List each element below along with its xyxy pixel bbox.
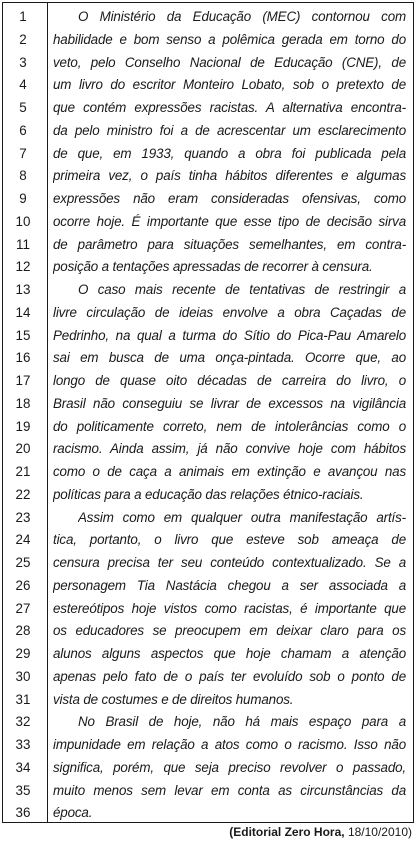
text-line [0,780,418,803]
text-line [0,256,418,279]
line-text: tica, portanto, o livro que esteve sob ameaça de [53,532,406,548]
text-line [0,484,418,507]
line-number: 5 [19,100,27,115]
line-number: 29 [15,646,31,661]
text-line [0,165,418,188]
text-line [0,438,418,461]
text-line [0,598,418,621]
line-text: época. [53,805,93,821]
line-text: vista de costumes e de direitos humanos. [53,691,294,707]
line-text: que contém expressões racistas. A alternativa encontra- [53,100,406,115]
line-text: sai em busca de uma onça-pintada. Ocorre que, ao [53,350,406,366]
text-line [0,52,418,75]
line-number: 24 [15,532,31,548]
line-number: 19 [15,418,31,434]
text-line [0,120,418,143]
line-text: Assim como em qualquer outra manifestação artís- [78,509,406,525]
line-text: significa, porém, que seja preciso revolver o passado, [53,759,406,775]
line-text: primeira vez, o país tinha hábitos diferentes e algumas [53,168,406,184]
line-text: da pelo ministro foi a de acrescentar um esclarecimento [53,122,406,138]
text-line [0,620,418,643]
text-line [0,370,418,393]
line-text: posição a tentações apressadas de recorrer à censura. [53,259,373,275]
numbered-text-lines [0,6,418,825]
line-number: 31 [15,691,31,707]
line-number: 34 [15,759,31,775]
line-text: ocorre hoje. É importante que esse tipo de decisão sirva [53,213,406,229]
text-line [0,711,418,734]
text-line [0,643,418,666]
line-number: 13 [15,282,31,297]
source-name: (Editorial Zero Hora, [229,825,345,839]
line-number: 18 [15,395,31,411]
text-line [0,74,418,97]
line-text: livre circulação de ideias envolve a obra Caçadas de [53,304,406,320]
line-number: 16 [15,350,31,366]
line-text: O caso mais recente de tentativas de restringir a [78,282,406,297]
text-line [0,575,418,598]
line-number: 33 [15,737,31,752]
line-text: como o de caça a animais em extinção e avançou nas [53,464,406,479]
line-text: veto, pelo Conselho Nacional de Educação (CNE), de [53,54,406,70]
line-number: 17 [15,373,31,388]
text-line [0,461,418,484]
line-text: alunos alguns aspectos que hoje chamam a atenção [53,646,406,661]
text-line [0,689,418,712]
text-line [0,6,418,29]
text-line [0,188,418,211]
text-line [0,325,418,348]
line-number: 9 [19,191,27,206]
text-line [0,347,418,370]
line-number: 28 [15,623,31,639]
line-number: 4 [19,77,27,93]
source-date: 18/10/2010) [344,825,412,839]
line-text: estereótipos hoje vistos como racistas, é importante que [53,600,406,616]
line-number: 2 [19,31,27,47]
line-text: Brasil não conseguiu se livrar de excessos na vigilância [53,395,406,411]
line-number: 8 [19,168,27,184]
text-line [0,234,418,257]
line-number: 14 [15,304,31,320]
line-number: 30 [15,668,31,684]
line-text: habilidade e bom senso a polêmica gerada em torno do [53,31,406,47]
text-line [0,416,418,439]
line-text: racismo. Ainda assim, já não convive hoje com hábitos [53,441,406,457]
line-text: No Brasil de hoje, não há mais espaço para a [78,714,406,730]
line-text: O Ministério da Educação (MEC) contornou com [78,9,406,24]
line-text: os educadores se preocupem em deixar claro para os [53,623,406,639]
line-text: expressões não eram consideradas ofensivas, como [53,191,406,206]
line-number: 22 [15,486,31,502]
source-citation [229,825,412,839]
text-line [0,279,418,302]
line-text: muito menos sem levar em conta as circunstâncias da [53,782,406,798]
line-number: 10 [15,213,31,229]
line-text: longo de quase oito décadas de carreira do livro, o [53,373,406,388]
line-text: personagem Tia Nastácia chegou a ser associada a [53,577,406,593]
line-number: 36 [15,805,31,821]
line-text: de parâmetro para situações semelhantes, em contra- [53,236,406,252]
text-line [0,29,418,52]
text-line [0,529,418,552]
line-text: um livro do escritor Monteiro Lobato, sob o pretexto de [53,77,406,93]
line-text: políticas para a educação das relações étnico-raciais. [53,486,364,502]
line-number: 1 [19,9,27,24]
line-text: apenas pelo fato de o país ter evoluído sob o ponto de [53,668,406,684]
line-number: 6 [19,122,27,138]
text-line [0,393,418,416]
text-line [0,734,418,757]
line-number: 21 [15,464,31,479]
line-text: censura precisa ter seu conteúdo contextualizado. Se a [53,555,406,570]
line-number: 12 [15,259,31,275]
text-line [0,666,418,689]
line-text: impunidade em relação a atos como o racismo. Isso não [53,737,406,752]
line-text: de que, em 1933, quando a obra foi publicada pela [53,145,406,161]
line-number: 32 [15,714,31,730]
line-number: 35 [15,782,31,798]
line-number: 23 [15,509,31,525]
line-number: 11 [16,236,30,252]
line-number: 3 [19,54,27,70]
line-number: 15 [15,327,31,343]
line-number: 20 [15,441,31,457]
line-number: 7 [19,145,27,161]
text-line [0,552,418,575]
line-text: do politicamente correto, nem de intolerâncias como o [53,418,406,434]
text-line [0,143,418,166]
line-text: Pedrinho, na qual a turma do Sítio do Pica-Pau Amarelo [53,327,406,343]
text-line [0,97,418,120]
text-line [0,757,418,780]
text-line [0,802,418,825]
text-line [0,507,418,530]
text-line [0,302,418,325]
line-number: 26 [15,577,31,593]
text-line [0,211,418,234]
line-number: 25 [15,555,31,570]
line-number: 27 [15,600,31,616]
